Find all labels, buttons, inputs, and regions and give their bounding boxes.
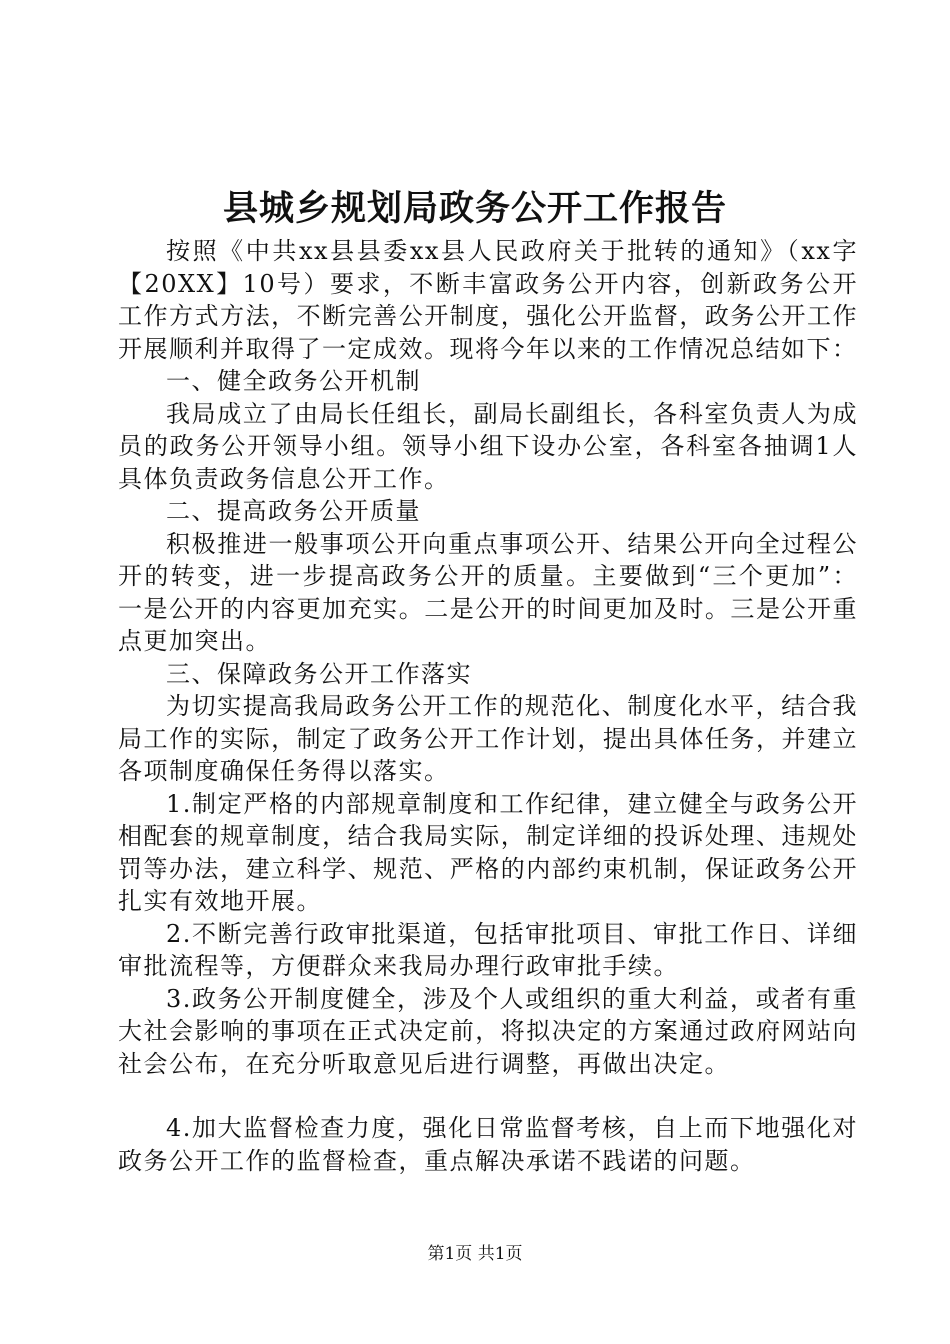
document-title: 县城乡规划局政务公开工作报告	[222, 188, 727, 229]
section-heading-2: 二、提高政务公开质量	[166, 497, 421, 525]
list-item-4: 4.加大监督检查力度，强化日常监督考核，自上而下地强化对政务公开工作的监督检查，重点解决承诺不践诺的问题。	[118, 1114, 858, 1175]
section-1-paragraph: 我局成立了由局长任组长，副局长副组长，各科室负责人为成员的政务公开领导小组。领导小组下设办公室，各科室各抽调1人具体负责政务信息公开工作。	[118, 399, 858, 493]
section-heading-3: 三、保障政务公开工作落实	[166, 659, 472, 688]
list-item-1: 1.制定严格的内部规章制度和工作纪律，建立健全与政务公开相配套的规章制度，结合我局实际，制定详细的投诉处理、违规处罚等办法，建立科学、规范、严格的内部约束机制，保证政务公开扎实有效地开展。	[118, 789, 858, 915]
section-2-paragraph: 积极推进一般事项公开向重点事项公开、结果公开向全过程公开的转变，进一步提高政务公开的质量。主要做到“三个更加”：一是公开的内容更加充实。二是公开的时间更加及时。三是公开重点更加突出。	[118, 529, 858, 655]
document-body	[118, 235, 858, 1177]
intro-paragraph: 按照《中共xx县县委xx县人民政府关于批转的通知》（xx字【20XX】10号）要求，不断丰富政务公开内容，创新政务公开工作方式方法，不断完善公开制度，强化公开监督，政务公开工作开展顺利并取得了一定成效。现将今年以来的工作情况总结如下：	[118, 237, 858, 363]
page-footer: 第1页 共1页	[427, 1244, 523, 1264]
section-heading-1: 一、健全政务公开机制	[166, 367, 421, 395]
section-3-paragraph: 为切实提高我局政务公开工作的规范化、制度化水平，结合我局工作的实际，制定了政务公开工作计划，提出具体任务，并建立各项制度确保任务得以落实。	[118, 692, 858, 785]
list-item-3: 3.政务公开制度健全，涉及个人或组织的重大利益，或者有重大社会影响的事项在正式决定前，将拟决定的方案通过政府网站向社会公布，在充分听取意见后进行调整，再做出决定。	[118, 984, 858, 1078]
list-item-2: 2.不断完善行政审批渠道，包括审批项目、审批工作日、详细审批流程等，方便群众来我局办理行政审批手续。	[118, 919, 858, 980]
